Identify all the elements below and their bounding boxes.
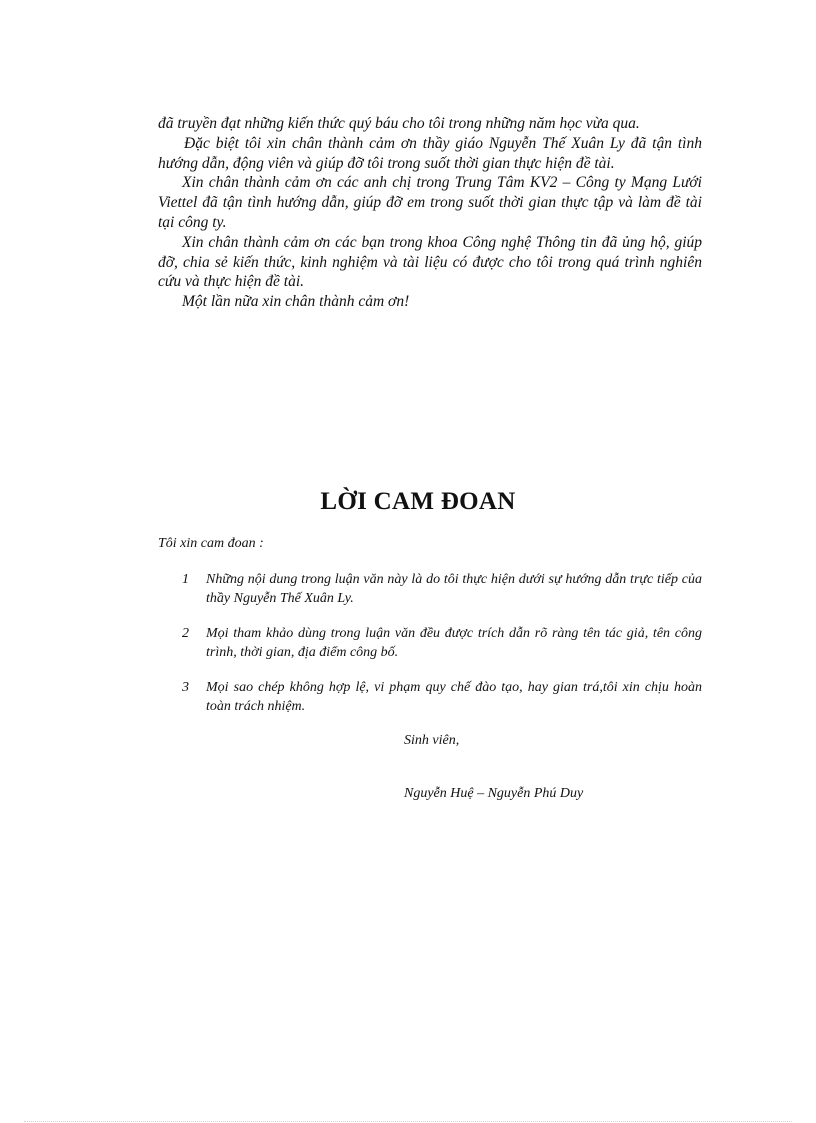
list-item-text: Mọi sao chép không hợp lệ, vi phạm quy chế đào tạo, hay gian trá,tôi xin chịu hoàn toàn trách nhiệm. [206, 680, 702, 714]
ack-paragraph: Đặc biệt tôi xin chân thành cảm ơn thầy giáo Nguyễn Thế Xuân Ly đã tận tình hướng dẫn, động viên và giúp đỡ tôi trong suốt thời gian thực hiện đề tài. [158, 134, 702, 172]
acknowledgement-section [158, 114, 702, 312]
list-item-text: Mọi tham khảo dùng trong luận văn đều được trích dẫn rõ ràng tên tác giả, tên công trình, thời gian, địa điểm công bố. [206, 626, 702, 660]
declaration-list [182, 570, 702, 732]
list-item-text: Những nội dung trong luận văn này là do tôi thực hiện dưới sự hướng dẫn trực tiếp của thầy Nguyễn Thế Xuân Ly. [206, 572, 702, 606]
ack-paragraph: Xin chân thành cảm ơn các bạn trong khoa Công nghệ Thông tin đã ủng hộ, giúp đỡ, chia sẻ kiến thức, kinh nghiệm và tài liệu có được cho tôi trong quá trình nghiên cứu và thực hiện đề tài. [158, 233, 702, 291]
list-item [182, 678, 702, 716]
declaration-intro: Tôi xin cam đoan : [158, 536, 264, 551]
list-item [182, 624, 702, 662]
signature-label: Sinh viên, [404, 733, 460, 748]
list-item-number: 2 [182, 626, 189, 641]
ack-paragraph: Một lần nữa xin chân thành cảm ơn! [182, 293, 410, 311]
list-item [182, 570, 702, 608]
ack-paragraph: đã truyền đạt những kiến thức quý báu cho tôi trong những năm học vừa qua. [158, 115, 640, 132]
list-item-number: 1 [182, 572, 189, 587]
signature-name: Nguyễn Huệ – Nguyễn Phú Duy [404, 786, 584, 801]
ack-paragraph: Xin chân thành cảm ơn các anh chị trong Trung Tâm KV2 – Công ty Mạng Lưới Viettel đã tận tình hướng dẫn, giúp đỡ em trong suốt thời gian thực tập và làm đề tài tại công ty. [158, 174, 702, 231]
declaration-title: LỜI CAM ĐOAN [320, 488, 516, 515]
page-bottom-divider [24, 1121, 792, 1122]
list-item-number: 3 [182, 680, 189, 695]
